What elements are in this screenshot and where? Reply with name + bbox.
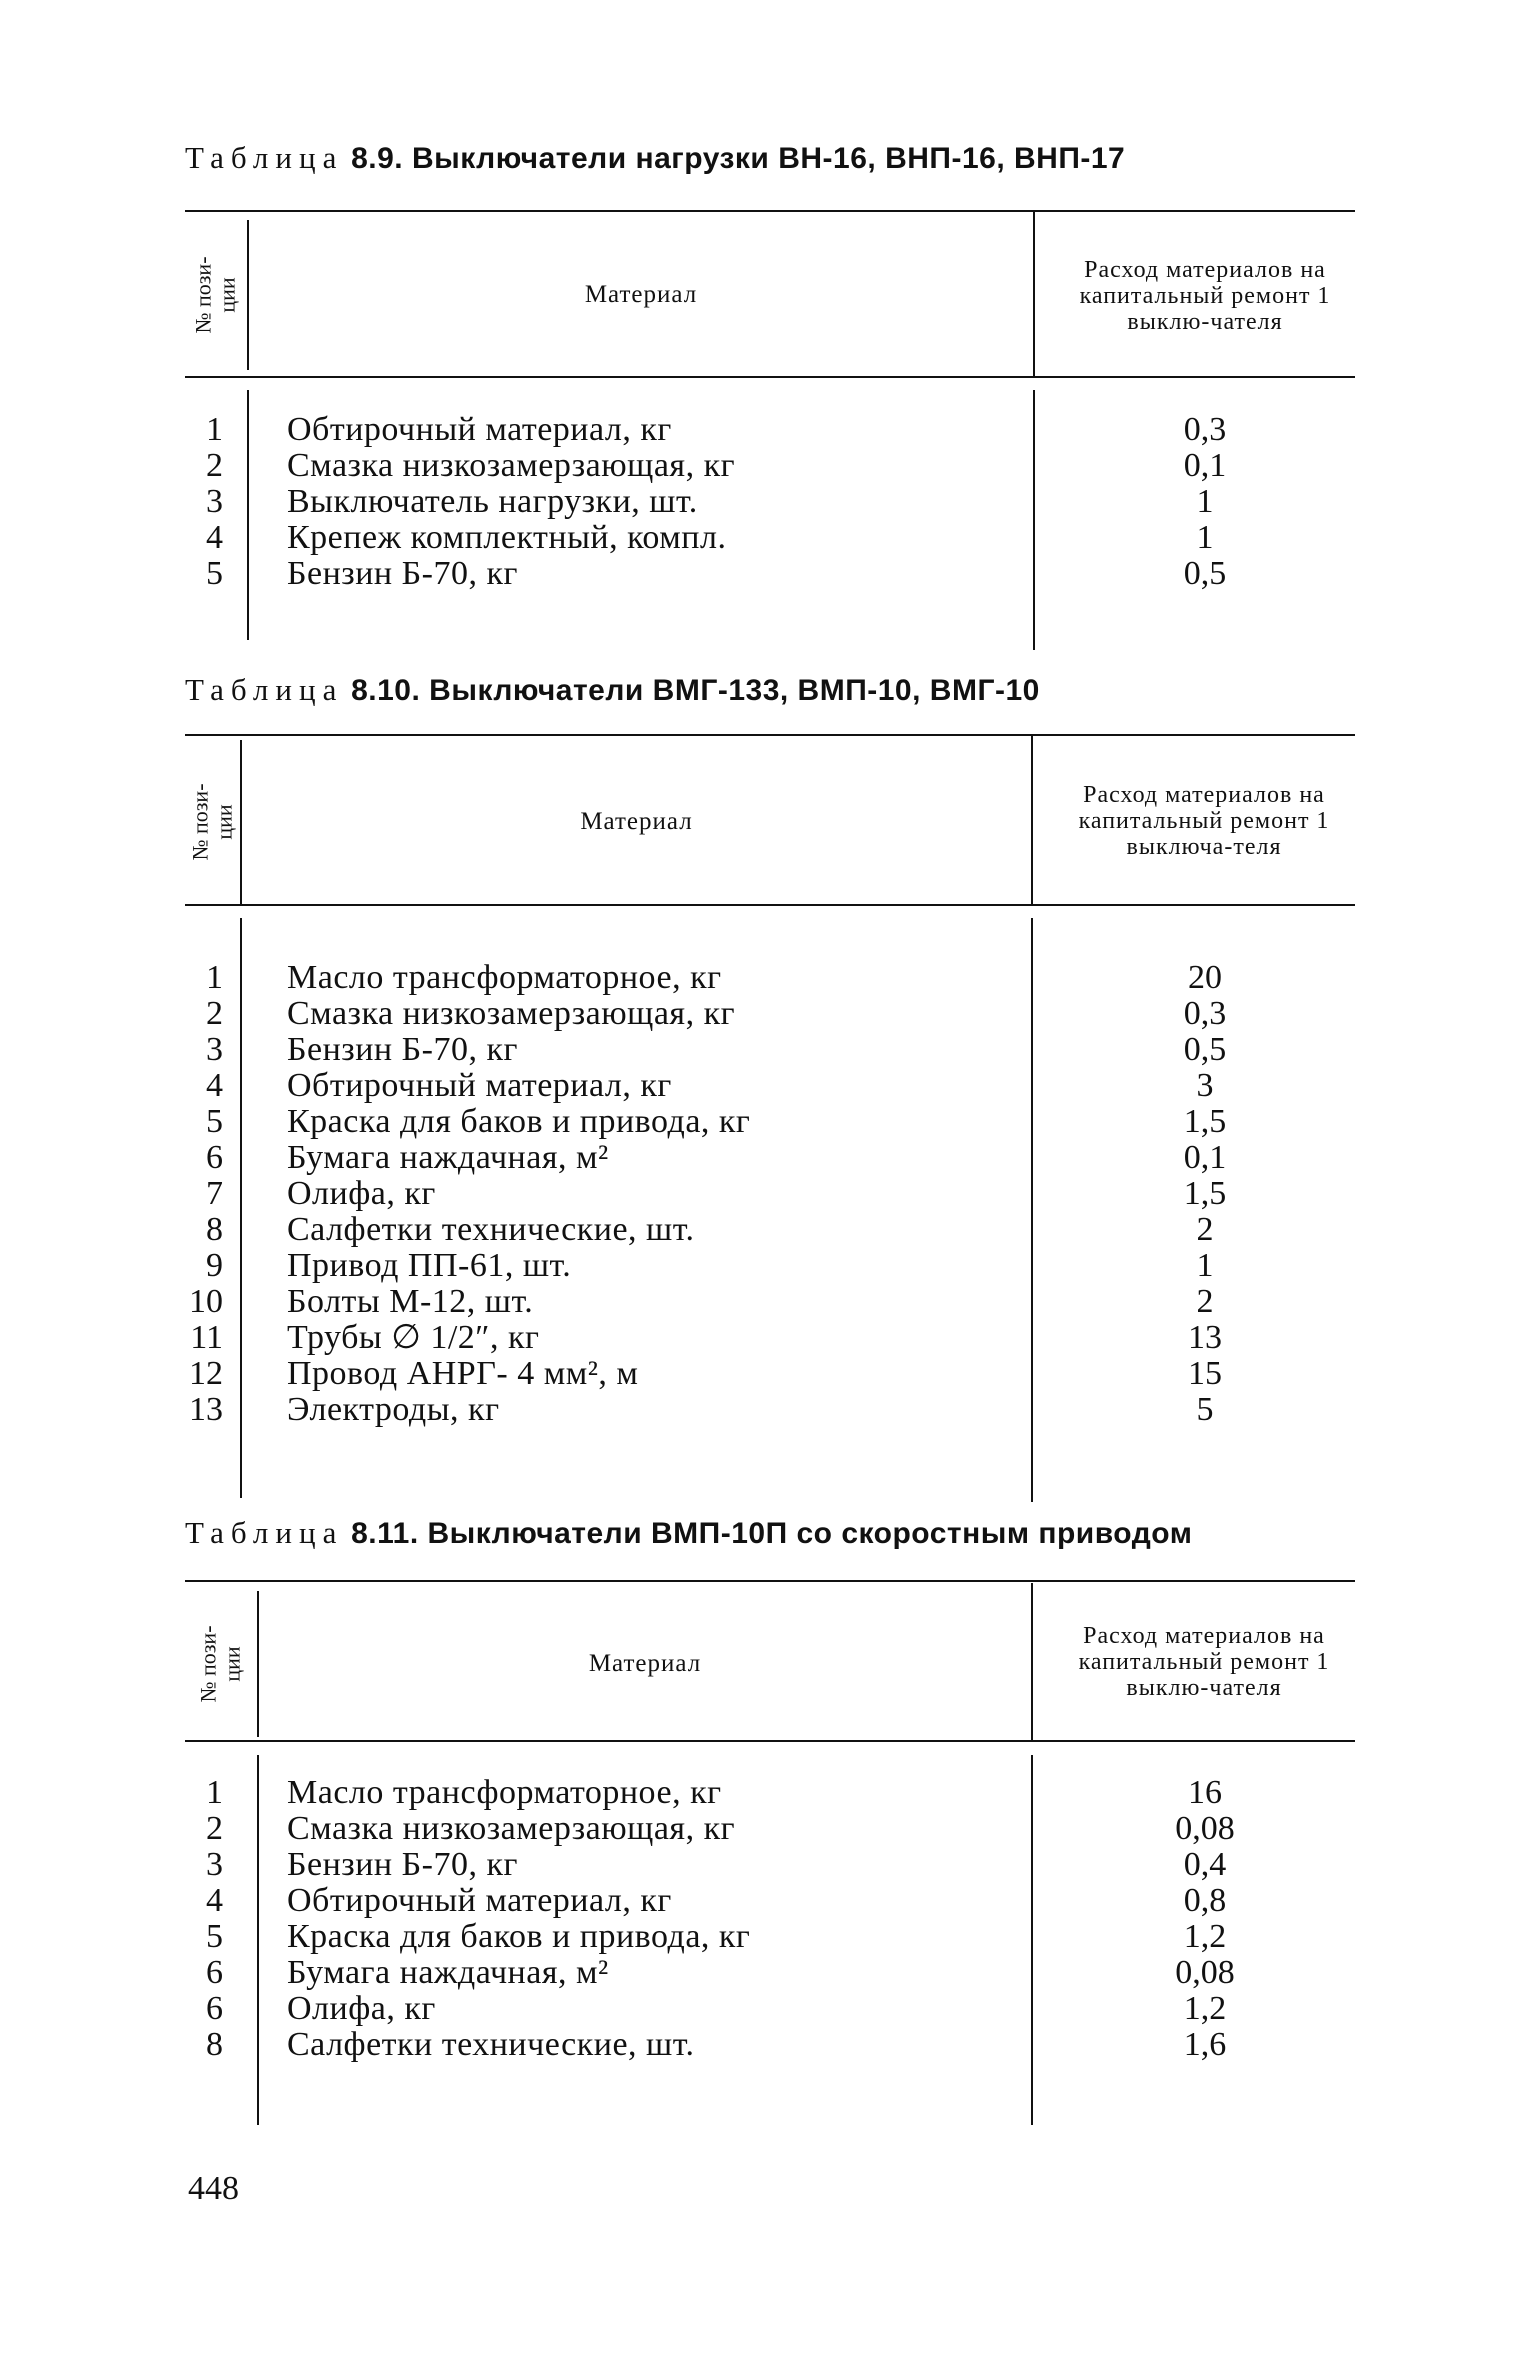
row-number: 8 [206, 1211, 223, 1248]
table-row [185, 1991, 1355, 2027]
table-caption-title: 8.10. Выключатели ВМГ-133, ВМП-10, ВМГ-10 [351, 674, 1040, 707]
row-number: 4 [206, 519, 223, 556]
row-material: Провод АНРГ- 4 мм², м [287, 1355, 639, 1392]
table-row [185, 1212, 1355, 1248]
row-material: Олифа, кг [287, 1990, 436, 2027]
row-amount: 0,5 [1183, 555, 1227, 592]
row-material: Краска для баков и привода, кг [287, 1103, 751, 1140]
table-row [185, 1955, 1355, 1991]
row-amount: 0,8 [1183, 1882, 1227, 1919]
row-material: Электроды, кг [287, 1391, 500, 1428]
row-amount: 0,1 [1183, 447, 1227, 484]
row-number: 1 [206, 1774, 223, 1811]
material-column-header: Материал [588, 1650, 702, 1677]
row-material: Краска для баков и привода, кг [287, 1918, 751, 1955]
usage-column-header: Расход материалов на капитальный ремонт 1 выключа-теля [1078, 782, 1330, 860]
row-material: Выключатель нагрузки, шт. [287, 483, 698, 520]
header-top-rule [185, 210, 1355, 212]
row-amount: 1,5 [1183, 1103, 1227, 1140]
row-material: Бензин Б-70, кг [287, 1846, 518, 1883]
row-material: Бумага наждачная, м² [287, 1954, 609, 1991]
row-amount: 0,08 [1175, 1810, 1235, 1847]
header-top-rule [185, 734, 1355, 736]
row-number: 3 [206, 483, 223, 520]
table-row [185, 1847, 1355, 1883]
page-number: 448 [188, 2170, 239, 2207]
table-caption [185, 672, 1040, 708]
row-amount: 1 [1196, 483, 1214, 520]
row-material: Смазка низкозамерзающая, кг [287, 995, 736, 1032]
table-row [185, 1392, 1355, 1428]
row-amount: 1 [1196, 519, 1214, 556]
table-row [185, 412, 1355, 448]
row-material: Масло трансформаторное, кг [287, 959, 722, 996]
table-8-10 [185, 672, 1355, 1502]
row-material: Обтирочный материал, кг [287, 1067, 672, 1104]
row-number: 3 [206, 1846, 223, 1883]
row-amount: 0,1 [1183, 1139, 1227, 1176]
table-row [185, 1284, 1355, 1320]
row-amount: 2 [1196, 1211, 1214, 1248]
table-row [185, 1032, 1355, 1068]
table-body [185, 960, 1355, 1428]
row-amount: 0,08 [1175, 1954, 1235, 1991]
row-material: Трубы ∅ 1/2″, кг [287, 1319, 540, 1356]
row-number: 7 [206, 1175, 223, 1212]
table-8-11 [185, 1515, 1355, 2125]
row-number: 9 [206, 1247, 223, 1284]
row-amount: 20 [1188, 959, 1222, 996]
row-number: 8 [206, 2026, 223, 2063]
row-number: 5 [206, 555, 223, 592]
row-amount: 1 [1196, 1247, 1214, 1284]
row-number: 2 [206, 447, 223, 484]
row-number: 6 [206, 1139, 223, 1176]
column-divider [1033, 212, 1035, 376]
row-amount: 0,5 [1183, 1031, 1227, 1068]
row-amount: 3 [1196, 1067, 1214, 1104]
table-8-9 [185, 140, 1355, 650]
table-caption [185, 140, 1125, 176]
row-material: Обтирочный материал, кг [287, 1882, 672, 1919]
row-amount: 2 [1196, 1283, 1214, 1320]
table-row [185, 996, 1355, 1032]
row-number: 5 [206, 1103, 223, 1140]
table-row [185, 1811, 1355, 1847]
header-bottom-rule [185, 376, 1355, 378]
row-amount: 15 [1188, 1355, 1222, 1392]
table-caption-title: 8.9. Выключатели нагрузки ВН-16, ВНП-16, ВНП-17 [351, 142, 1126, 175]
table-row [185, 1320, 1355, 1356]
position-column-header [185, 742, 240, 902]
row-number: 4 [206, 1067, 223, 1104]
table-caption [185, 1515, 1192, 1551]
row-amount: 1,2 [1183, 1990, 1227, 2027]
row-material: Крепеж комплектный, компл. [287, 519, 727, 556]
table-row [185, 1883, 1355, 1919]
row-amount: 1,6 [1183, 2026, 1227, 2063]
row-material: Салфетки технические, шт. [287, 1211, 695, 1248]
table-row [185, 520, 1355, 556]
row-number: 3 [206, 1031, 223, 1068]
table-row [185, 1176, 1355, 1212]
table-caption-title: 8.11. Выключатели ВМП-10П со скоростным приводом [351, 1517, 1193, 1550]
material-column-header: Материал [584, 281, 698, 308]
header-bottom-rule [185, 904, 1355, 906]
row-number: 6 [206, 1954, 223, 1991]
row-material: Болты М-12, шт. [287, 1283, 534, 1320]
table-caption-label: Таблица [185, 140, 344, 175]
column-divider [1031, 1583, 1033, 1740]
row-amount: 1,2 [1183, 1918, 1227, 1955]
row-number: 2 [206, 1810, 223, 1847]
row-amount: 0,4 [1183, 1846, 1227, 1883]
position-column-header [185, 220, 247, 370]
row-amount: 16 [1188, 1774, 1222, 1811]
row-material: Бумага наждачная, м² [287, 1139, 609, 1176]
material-column-header: Материал [580, 808, 693, 835]
table-row [185, 1248, 1355, 1284]
column-divider [1031, 736, 1033, 904]
row-material: Смазка низкозамерзающая, кг [287, 447, 736, 484]
row-material: Масло трансформаторное, кг [287, 1774, 722, 1811]
row-material: Бензин Б-70, кг [287, 1031, 518, 1068]
row-number: 2 [206, 995, 223, 1032]
table-body [185, 1775, 1355, 2063]
table-row [185, 1919, 1355, 1955]
row-number: 1 [206, 959, 223, 996]
row-amount: 13 [1188, 1319, 1222, 1356]
position-header-text: № пози- ции [187, 783, 237, 861]
row-number: 5 [206, 1918, 223, 1955]
table-row [185, 448, 1355, 484]
row-material: Олифа, кг [287, 1175, 436, 1212]
usage-column-header: Расход материалов на капитальный ремонт 1 выклю-чателя [1078, 1623, 1330, 1701]
table-caption-label: Таблица [185, 1515, 344, 1550]
table-row [185, 960, 1355, 996]
row-amount: 0,3 [1183, 995, 1227, 1032]
table-row [185, 1140, 1355, 1176]
row-number: 12 [189, 1355, 223, 1392]
row-material: Салфетки технические, шт. [287, 2026, 695, 2063]
row-amount: 5 [1196, 1391, 1214, 1428]
header-bottom-rule [185, 1740, 1355, 1742]
row-number: 10 [189, 1283, 223, 1320]
usage-column-header: Расход материалов на капитальный ремонт 1 выклю-чателя [1079, 257, 1331, 335]
table-row [185, 1068, 1355, 1104]
row-material: Привод ПП-61, шт. [287, 1247, 572, 1284]
position-column-header [185, 1591, 257, 1737]
row-amount: 0,3 [1183, 411, 1227, 448]
table-row [185, 1104, 1355, 1140]
row-material: Смазка низкозамерзающая, кг [287, 1810, 736, 1847]
header-top-rule [185, 1580, 1355, 1582]
row-material: Бензин Б-70, кг [287, 555, 518, 592]
table-row [185, 556, 1355, 592]
row-number: 11 [190, 1319, 223, 1356]
table-row [185, 484, 1355, 520]
position-header-text: № пози- ции [191, 256, 240, 334]
table-body [185, 412, 1355, 592]
table-row [185, 1775, 1355, 1811]
row-number: 13 [189, 1391, 223, 1428]
table-row [185, 1356, 1355, 1392]
row-amount: 1,5 [1183, 1175, 1227, 1212]
position-header-text: № пози- ции [196, 1625, 245, 1703]
table-caption-label: Таблица [185, 672, 344, 707]
row-number: 4 [206, 1882, 223, 1919]
row-number: 1 [206, 411, 223, 448]
row-number: 6 [206, 1990, 223, 2027]
row-material: Обтирочный материал, кг [287, 411, 672, 448]
table-row [185, 2027, 1355, 2063]
